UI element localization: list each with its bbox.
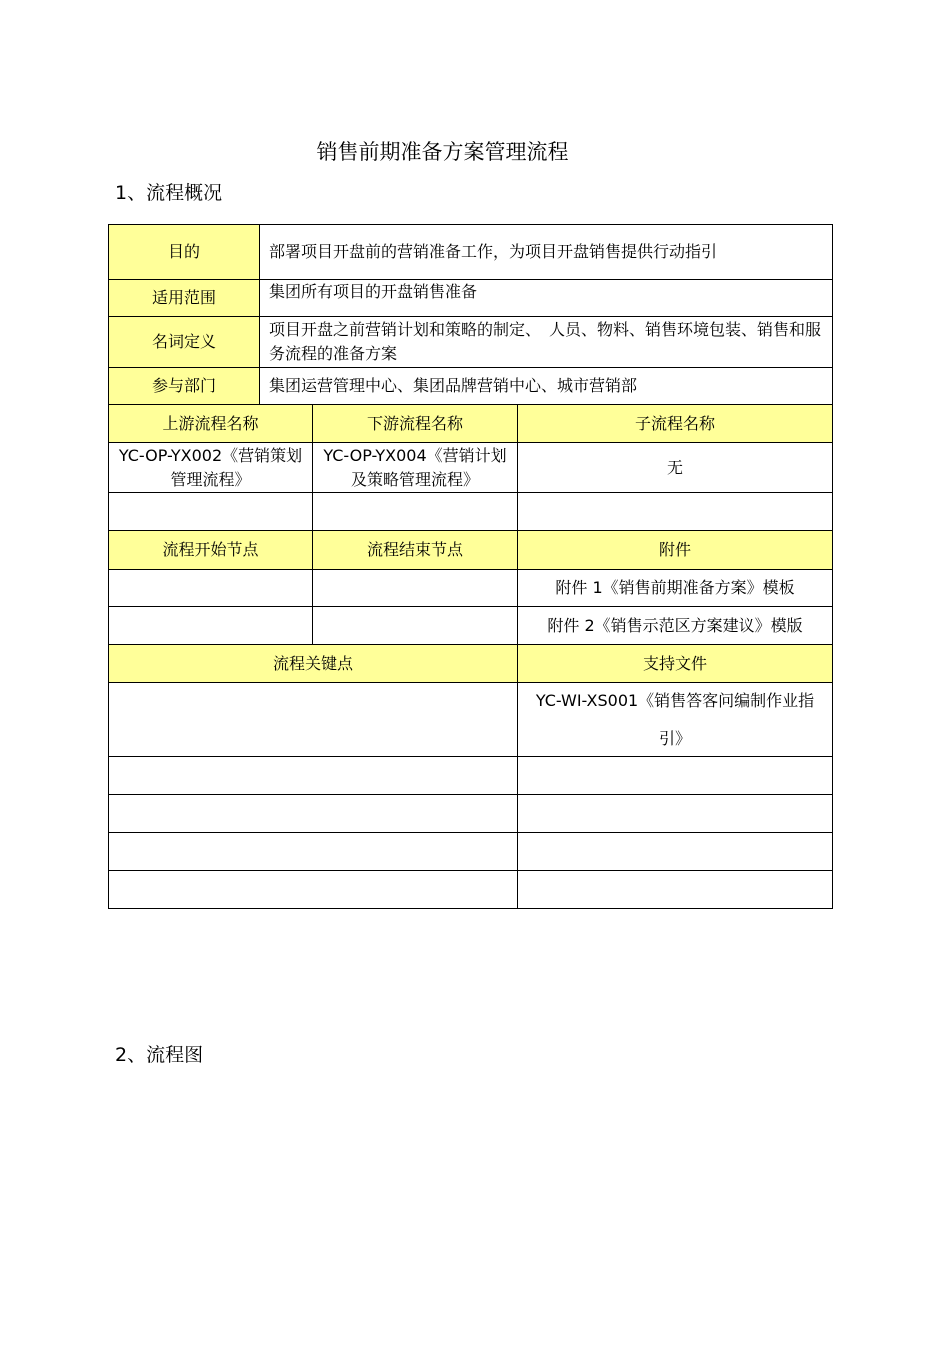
value-definition: 项目开盘之前营销计划和策略的制定、 人员、物料、销售环境包装、销售和服务流程的准备方案 [259,316,833,368]
start-node-value-2 [108,606,313,645]
support-doc-4 [517,832,833,871]
value-purpose: 部署项目开盘前的营销准备工作，为项目开盘销售提供行动指引 [259,224,833,280]
header-subprocess: 子流程名称 [517,404,833,443]
downstream-process-value: YC-OP-YX004《营销计划及策略管理流程》 [312,442,518,493]
key-point-5 [108,870,518,909]
header-key-points: 流程关键点 [108,644,518,683]
attachment-1: 附件 1《销售前期准备方案》模板 [517,569,833,607]
support-doc-3 [517,794,833,833]
header-downstream-process: 下游流程名称 [312,404,518,443]
section-heading-overview: 1、流程概况 [115,182,223,204]
key-point-2 [108,756,518,795]
header-support-docs: 支持文件 [517,644,833,683]
subprocess-value: 无 [517,442,833,493]
support-doc-2 [517,756,833,795]
label-scope: 适用范围 [108,279,260,317]
end-node-value-2 [312,606,518,645]
downstream-process-empty [312,492,518,531]
section-heading-flowchart: 2、流程图 [115,1044,204,1066]
value-scope: 集团所有项目的开盘销售准备 [259,279,833,317]
subprocess-empty [517,492,833,531]
upstream-process-value: YC-OP-YX002《营销策划管理流程》 [108,442,313,493]
header-attachment: 附件 [517,530,833,570]
key-point-4 [108,832,518,871]
support-doc-5 [517,870,833,909]
end-node-value-1 [312,569,518,607]
header-upstream-process: 上游流程名称 [108,404,313,443]
value-departments: 集团运营管理中心、集团品牌营销中心、城市营销部 [259,367,833,405]
upstream-process-empty [108,492,313,531]
attachment-2: 附件 2《销售示范区方案建议》模版 [517,606,833,645]
start-node-value-1 [108,569,313,607]
document-title: 销售前期准备方案管理流程 [316,140,569,164]
key-point-3 [108,794,518,833]
header-start-node: 流程开始节点 [108,530,313,570]
label-departments: 参与部门 [108,367,260,405]
support-doc-1: YC-WI-XS001《销售答客问编制作业指引》 [517,682,833,757]
label-definition: 名词定义 [108,316,260,368]
label-purpose: 目的 [108,224,260,280]
header-end-node: 流程结束节点 [312,530,518,570]
key-point-1 [108,682,518,757]
